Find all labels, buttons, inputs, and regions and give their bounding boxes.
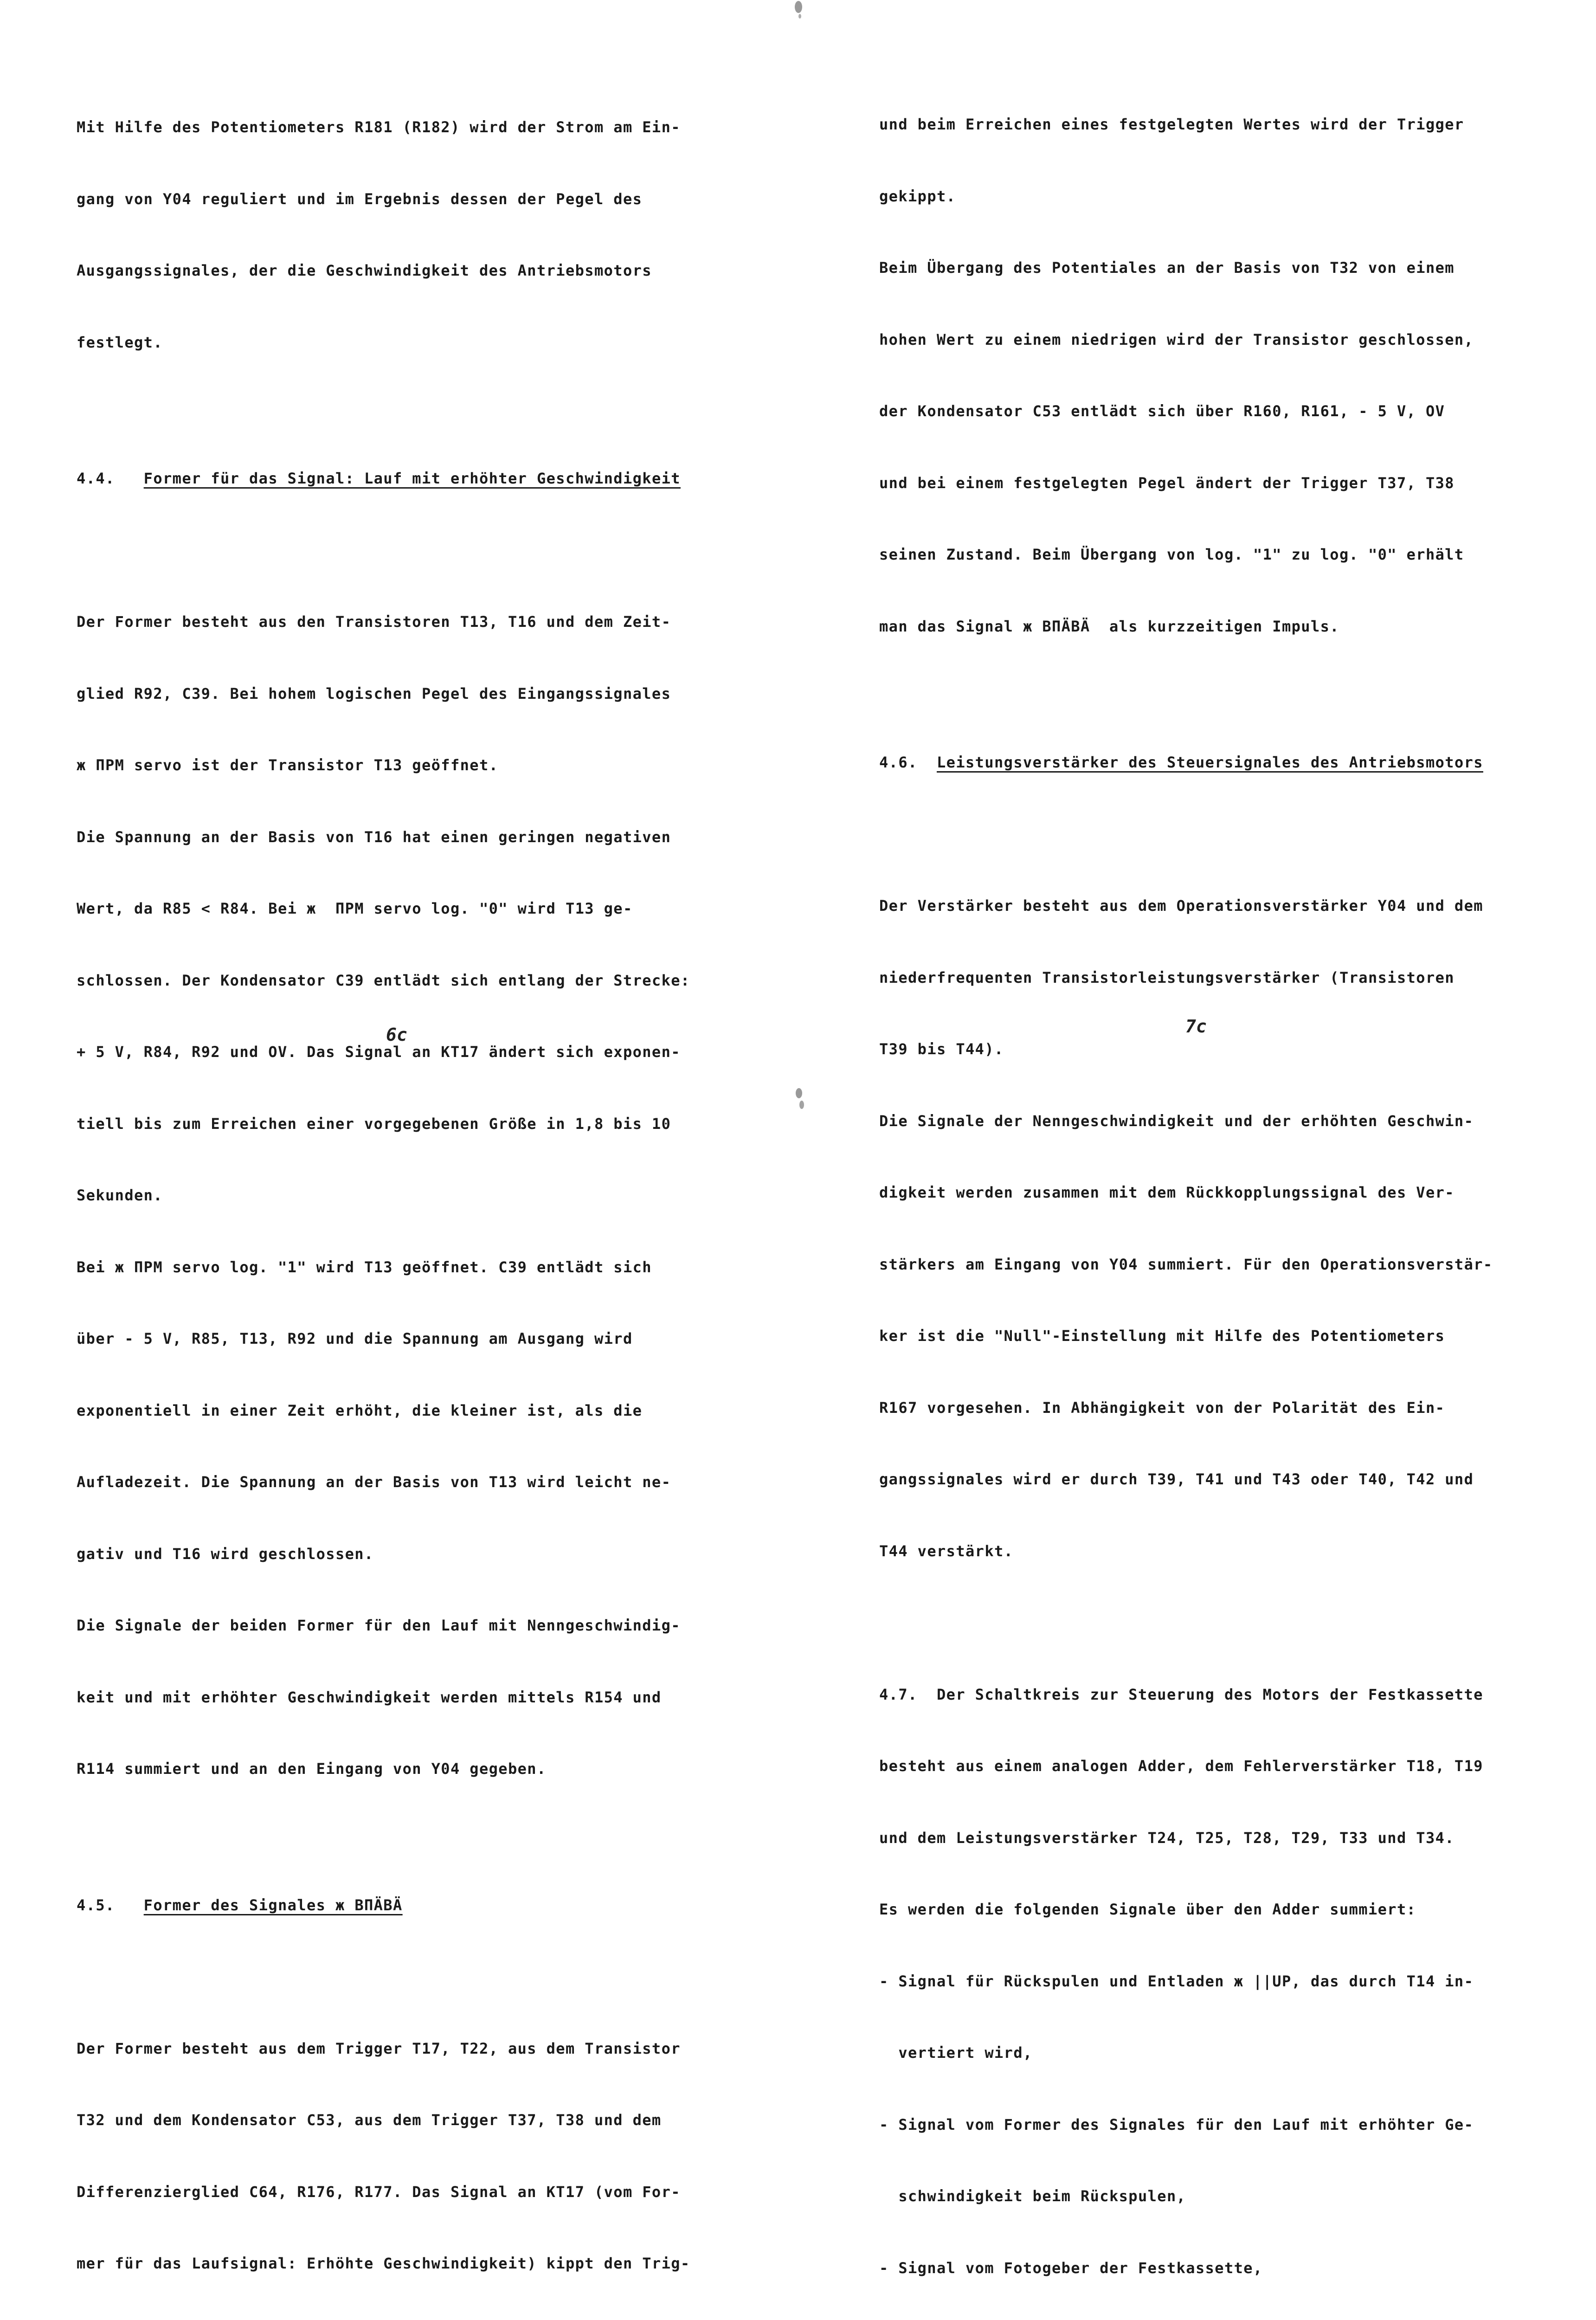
text-line: und bei einem festgelegten Pegel ändert der Trigger T37, T38 [879, 474, 1454, 492]
text-line: und dem Leistungsverstärker T24, T25, T28, T29, T33 und T34. [879, 1829, 1454, 1847]
heading-title: Former des Signales ж BΠÄBÄ [143, 1896, 403, 1914]
right-page [798, 0, 1596, 2277]
text-line: Aufladezeit. Die Spannung an der Basis von T13 wird leicht ne- [77, 1473, 671, 1491]
list-item: vertiert wird, [879, 2044, 1033, 2062]
text-line: Ausgangssignales, der die Geschwindigkeit des Antriebsmotors [77, 262, 652, 279]
text-line: + 5 V, R84, R92 und OV. Das Signal an KT17 ändert sich exponen- [77, 1043, 681, 1061]
text-line: Sekunden. [77, 1186, 163, 1204]
section-heading-4-6 [879, 751, 1529, 775]
text-line: ж ΠPM servo ist der Transistor T13 geöffnet. [77, 756, 499, 774]
text-line: und beim Erreichen eines festgelegten Wertes wird der Trigger [879, 116, 1464, 133]
text-line: glied R92, C39. Bei hohem logischen Pegel des Eingangssignales [77, 684, 671, 702]
text-line: T44 verstärkt. [879, 1542, 1014, 1560]
text-line: T32 und dem Kondensator C53, aus dem Trigger T37, T38 und dem [77, 2111, 662, 2129]
left-page [0, 0, 798, 2272]
text-line: Der Former besteht aus den Transistoren T13, T16 und dem Zeit- [77, 613, 671, 631]
text-line: gangssignales wird er durch T39, T41 und T43 oder T40, T42 und [879, 1470, 1474, 1488]
text-line: festlegt. [77, 333, 163, 351]
text-line: Beim Übergang des Potentiales an der Basis von T32 von einem [879, 259, 1454, 277]
text-line: man das Signal ж BΠÄBÄ als kurzzeitigen Impuls. [879, 617, 1339, 635]
left-page-text [77, 68, 726, 2320]
text-line: Bei ж ΠPM servo log. "1" wird T13 geöffnet. C39 entlädt sich [77, 1258, 652, 1276]
text-line: Die Spannung an der Basis von T16 hat einen geringen negativen [77, 828, 671, 846]
text-line: seinen Zustand. Beim Übergang von log. "1" zu log. "0" erhält [879, 546, 1464, 563]
text-line: Differenzierglied C64, R176, R177. Das Signal an KT17 (vom For- [77, 2183, 681, 2201]
text-line: Der Verstärker besteht aus dem Operationsverstärker Y04 und dem [879, 897, 1483, 915]
list-item: schwindigkeit beim Rückspulen, [879, 2187, 1186, 2205]
text-line: exponentiell in einer Zeit erhöht, die kleiner ist, als die [77, 1401, 643, 1419]
text-line: mer für das Laufsignal: Erhöhte Geschwindigkeit) kippt den Trig- [77, 2255, 690, 2272]
text-line: 4.7. Der Schaltkreis zur Steuerung des Motors der Festkassette [879, 1685, 1483, 1703]
text-line: niederfrequenten Transistorleistungsverstärker (Transistoren [879, 968, 1454, 986]
text-line: stärkers am Eingang von Y04 summiert. Für den Operationsverstär- [879, 1255, 1493, 1273]
text-line: Wert, da R85 < R84. Bei ж ΠPM servo log. "0" wird T13 ge- [77, 900, 633, 917]
heading-number: 4.5. [77, 1896, 115, 1914]
text-line: hohen Wert zu einem niedrigen wird der Transistor geschlossen, [879, 330, 1474, 348]
text-line: T39 bis T44). [879, 1040, 1004, 1058]
section-heading-4-5 [77, 1894, 726, 1918]
text-line: gekippt. [879, 187, 956, 205]
text-line: keit und mit erhöhter Geschwindigkeit werden mittels R154 und [77, 1688, 662, 1706]
list-item: - Signal vom Former des Signales für den Lauf mit erhöhter Ge- [879, 2115, 1474, 2133]
text-line: Der Former besteht aus dem Trigger T17, T22, aus dem Transistor [77, 2039, 681, 2057]
text-line: tiell bis zum Erreichen einer vorgegebenen Größe in 1,8 bis 10 [77, 1115, 671, 1133]
text-line: R114 summiert und an den Eingang von Y04 gegeben. [77, 1760, 547, 1778]
text-line: digkeit werden zusammen mit dem Rückkopplungssignal des Ver- [879, 1184, 1454, 1201]
section-heading-4-4 [77, 467, 726, 491]
heading-number: 4.4. [77, 470, 115, 487]
heading-title: Leistungsverstärker des Steuersignales des Antriebsmotors [937, 754, 1483, 771]
list-item: - Signal vom Fotogeber der Festkassette, [879, 2259, 1263, 2277]
page-number: 7c [1185, 1016, 1207, 1037]
text-line: gang von Y04 reguliert und im Ergebnis dessen der Pegel des [77, 190, 643, 208]
heading-title: Former für das Signal: Lauf mit erhöhter Geschwindigkeit [143, 470, 681, 487]
text-line: Es werden die folgenden Signale über den Adder summiert: [879, 1901, 1416, 1918]
text-line: Die Signale der Nenngeschwindigkeit und der erhöhten Geschwin- [879, 1112, 1474, 1130]
text-line: über - 5 V, R85, T13, R92 und die Spannung am Ausgang wird [77, 1330, 633, 1347]
page-number: 6c [386, 1025, 407, 1045]
text-line: gativ und T16 wird geschlossen. [77, 1545, 374, 1563]
heading-number: 4.6. [879, 754, 918, 771]
list-item: - Signal für Rückspulen und Entladen ж ||UP, das durch T14 in- [879, 1972, 1474, 1990]
text-line: ker ist die "Null"-Einstellung mit Hilfe des Potentiometers [879, 1327, 1445, 1345]
text-line: schlossen. Der Kondensator C39 entlädt sich entlang der Strecke: [77, 971, 690, 989]
text-line: Mit Hilfe des Potentiometers R181 (R182) wird der Strom am Ein- [77, 118, 681, 136]
text-line: Die Signale der beiden Former für den Lauf mit Nenngeschwindig- [77, 1617, 681, 1634]
text-line: R167 vorgesehen. In Abhängigkeit von der Polarität des Ein- [879, 1398, 1445, 1417]
right-page-text [879, 65, 1529, 2320]
text-line: besteht aus einem analogen Adder, dem Fehlerverstärker T18, T19 [879, 1757, 1483, 1775]
text-line: der Kondensator C53 entlädt sich über R160, R161, - 5 V, OV [879, 402, 1445, 420]
